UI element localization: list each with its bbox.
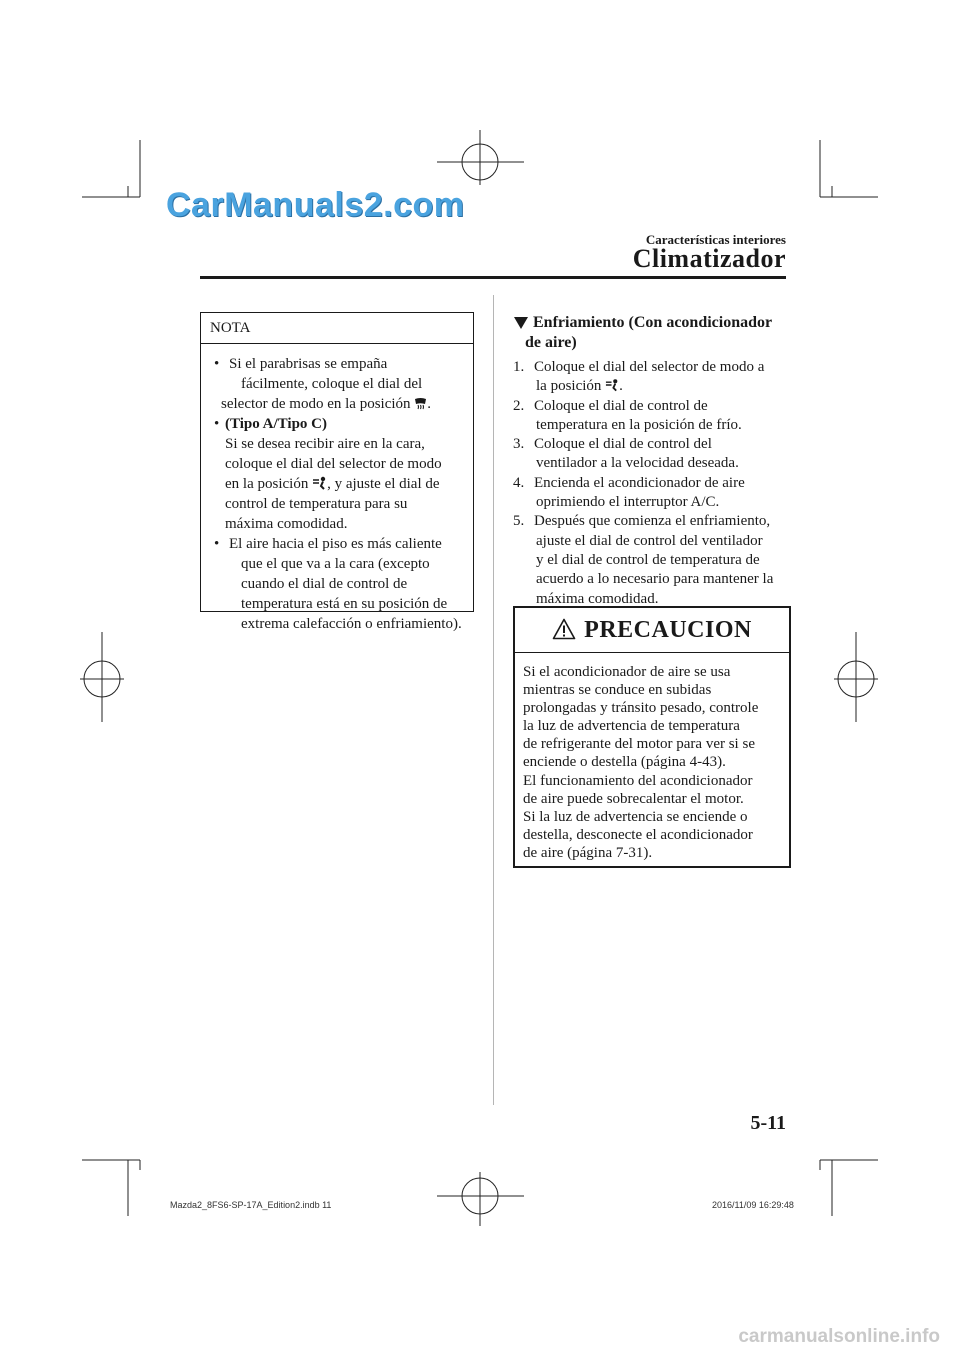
caution-text: de aire (página 7-31). xyxy=(523,844,653,861)
step-text: ajuste el dial de control del ventilador xyxy=(536,532,763,549)
note-text: fácilmente, coloque el dial del xyxy=(241,376,423,392)
step-item xyxy=(513,512,793,608)
section-label: Características interiores xyxy=(645,232,786,247)
note-text: cuando el dial de control de xyxy=(241,576,408,592)
caution-heading-text: PRECAUCION xyxy=(584,617,752,643)
note-text: El aire hacia el piso es más caliente xyxy=(229,536,442,552)
step-number: 3. xyxy=(513,436,525,453)
note-text: temperatura está en su posición de xyxy=(241,596,448,612)
note-item xyxy=(211,534,467,634)
section-heading-line: de aire) xyxy=(525,334,577,351)
header-rule xyxy=(200,276,786,279)
note-text: control de temperatura para su xyxy=(225,496,408,512)
note-text-line xyxy=(225,474,467,494)
warning-triangle-icon xyxy=(552,618,576,640)
footer-timestamp: 2016/11/09 16:29:48 xyxy=(712,1200,794,1210)
step-text: Encienda el acondicionador de aire xyxy=(534,474,745,491)
bullet: • xyxy=(214,416,220,432)
step-text: Coloque el dial del selector de modo a xyxy=(534,359,765,375)
caution-text: la luz de advertencia de temperatura xyxy=(523,718,740,735)
note-text: coloque el dial del selector de modo xyxy=(225,456,442,472)
caution-heading xyxy=(515,608,789,653)
step-text: Coloque el dial de control del xyxy=(534,436,712,453)
caution-text: de refrigerante del motor para ver si se xyxy=(523,736,755,753)
step-text: . xyxy=(619,378,623,395)
step-text: y el dial de control de temperatura de xyxy=(536,551,760,568)
page-title: Climatizador xyxy=(632,244,786,273)
step-item xyxy=(513,397,793,436)
step-number: 4. xyxy=(513,474,525,491)
caution-body xyxy=(515,653,789,862)
caution-text: mientras se conduce en subidas xyxy=(523,682,712,699)
caution-box xyxy=(513,606,791,868)
footer-file-info: Mazda2_8FS6-SP-17A_Edition2.indb 11 xyxy=(170,1200,332,1210)
note-text: en la posición xyxy=(225,476,309,492)
note-heading: NOTA xyxy=(201,313,473,344)
step-text: temperatura en la posición de frío. xyxy=(536,416,742,433)
step-number: 2. xyxy=(513,397,525,414)
note-text-line xyxy=(221,394,467,414)
note-text: Si el parabrisas se empaña xyxy=(229,356,388,372)
step-text: Después que comienza el enfriamiento, xyxy=(534,513,771,530)
note-text: . xyxy=(427,396,432,412)
note-text: extrema calefacción o enfriamiento). xyxy=(241,616,462,632)
steps-list xyxy=(513,358,793,609)
caution-text: Si la luz de advertencia se enciende o xyxy=(523,808,748,825)
step-text: acuerdo a lo necesario para mantener la xyxy=(536,571,774,588)
note-item xyxy=(211,414,467,534)
note-text: selector de modo en la posición xyxy=(221,396,411,412)
note-item-title: (Tipo A/Tipo C) xyxy=(225,416,327,432)
note-text: , y ajuste el dial de xyxy=(327,476,440,492)
site-watermark-logo: CarManuals2.com xyxy=(166,186,465,224)
step-text: la posición xyxy=(536,378,602,395)
note-box xyxy=(200,312,474,632)
caution-text: El funcionamiento del acondicionador xyxy=(523,772,753,789)
step-text: oprimiendo el interruptor A/C. xyxy=(536,494,720,511)
step-text: ventilador a la velocidad deseada. xyxy=(536,455,739,472)
note-text: Si se desea recibir aire en la cara, xyxy=(225,436,425,452)
page-number: 5-11 xyxy=(750,1112,786,1134)
face-vent-icon xyxy=(605,378,619,392)
step-number: 1. xyxy=(513,359,525,375)
section-heading xyxy=(514,313,794,353)
face-vent-icon xyxy=(312,476,327,490)
note-item xyxy=(211,354,467,414)
note-body xyxy=(201,344,473,634)
step-text: Coloque el dial de control de xyxy=(534,397,708,414)
column-divider xyxy=(493,295,494,1105)
step-item xyxy=(513,358,793,397)
step-number: 5. xyxy=(513,513,525,530)
windshield-defrost-icon xyxy=(414,397,427,410)
caution-text: prolongadas y tránsito pesado, controle xyxy=(523,700,759,717)
footer-site-watermark: carmanualsonline.info xyxy=(738,1326,940,1347)
step-text-line xyxy=(536,377,793,396)
triangle-bullet-icon xyxy=(514,317,528,329)
step-item xyxy=(513,474,793,513)
bullet: • xyxy=(214,536,220,552)
caution-text: enciende o destella (página 4-43). xyxy=(523,754,726,771)
note-text: máxima comodidad. xyxy=(225,516,348,532)
caution-text: Si el acondicionador de aire se usa xyxy=(523,664,731,680)
caution-text: destella, desconecte el acondicionador xyxy=(523,826,753,843)
step-item xyxy=(513,435,793,474)
caution-text: de aire puede sobrecalentar el motor. xyxy=(523,790,744,807)
step-text: máxima comodidad. xyxy=(536,590,659,607)
section-heading-line: Enfriamiento (Con acondicionador xyxy=(533,314,773,331)
note-text: que el que va a la cara (excepto xyxy=(241,556,430,572)
bullet: • xyxy=(214,356,220,372)
